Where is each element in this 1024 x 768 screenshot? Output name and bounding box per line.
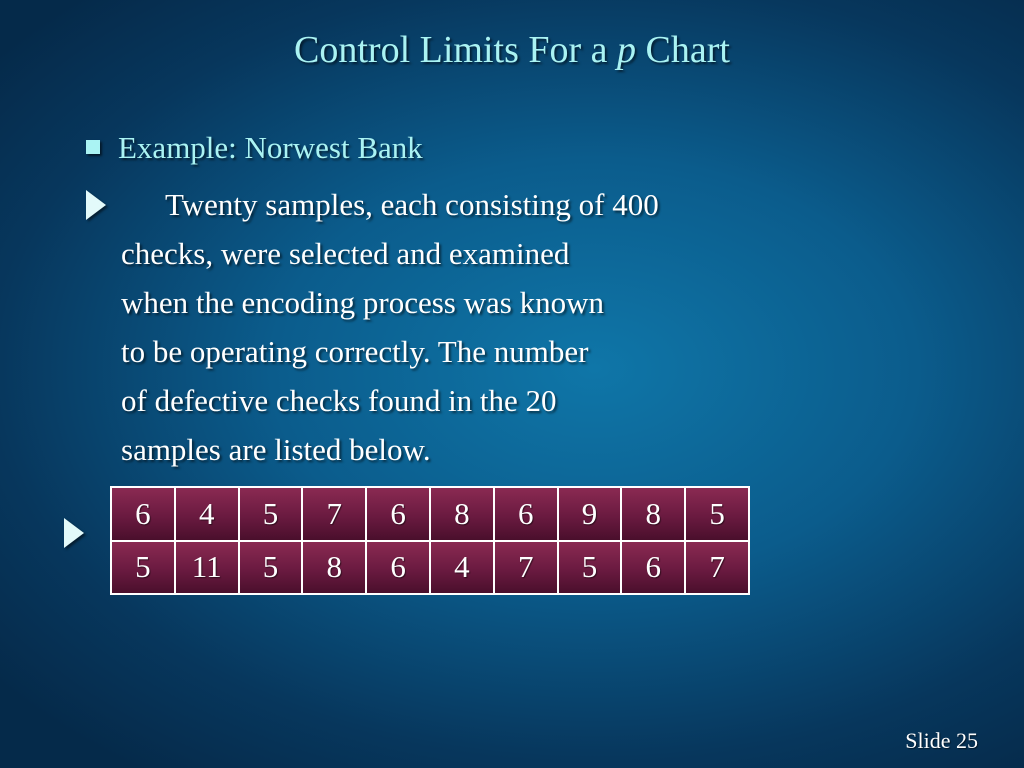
bullet-text: Example: Norwest Bank (118, 130, 423, 165)
table-cell: 7 (495, 542, 557, 594)
description-paragraph (121, 180, 659, 474)
table-cell: 11 (176, 542, 238, 594)
table-cell: 6 (495, 488, 557, 540)
paragraph-line: Twenty samples, each consisting of 400 (165, 187, 659, 222)
slide-number: Slide 25 (905, 728, 978, 753)
table-cell: 8 (622, 488, 684, 540)
table-cell: 6 (622, 542, 684, 594)
table-cell: 6 (367, 542, 429, 594)
table-cell: 5 (112, 542, 174, 594)
table-cell: 6 (112, 488, 174, 540)
title-italic: p (617, 29, 637, 71)
square-bullet-icon (86, 140, 100, 154)
table-cell: 9 (559, 488, 621, 540)
bullet-item (86, 130, 423, 166)
paragraph-line: of defective checks found in the 20 (121, 383, 557, 418)
paragraph-line: samples are listed below. (121, 432, 431, 467)
table-cell: 7 (303, 488, 365, 540)
arrow-bullet-icon (64, 518, 84, 548)
paragraph-line: when the encoding process was known (121, 285, 604, 320)
table-cell: 8 (431, 488, 493, 540)
table-cell: 5 (559, 542, 621, 594)
title-suffix: Chart (636, 29, 730, 71)
table-cell: 8 (303, 542, 365, 594)
paragraph-line: checks, were selected and examined (121, 236, 570, 271)
table-cell: 5 (240, 488, 302, 540)
table-cell: 4 (176, 488, 238, 540)
table-cell: 5 (686, 488, 748, 540)
defects-table (110, 486, 750, 595)
paragraph-line: to be operating correctly. The number (121, 334, 589, 369)
table-cell: 7 (686, 542, 748, 594)
slide-title (0, 28, 1024, 72)
table-cell: 4 (431, 542, 493, 594)
arrow-bullet-icon (86, 190, 106, 220)
table-cell: 5 (240, 542, 302, 594)
table-cell: 6 (367, 488, 429, 540)
title-text: Control Limits For a (294, 29, 618, 71)
